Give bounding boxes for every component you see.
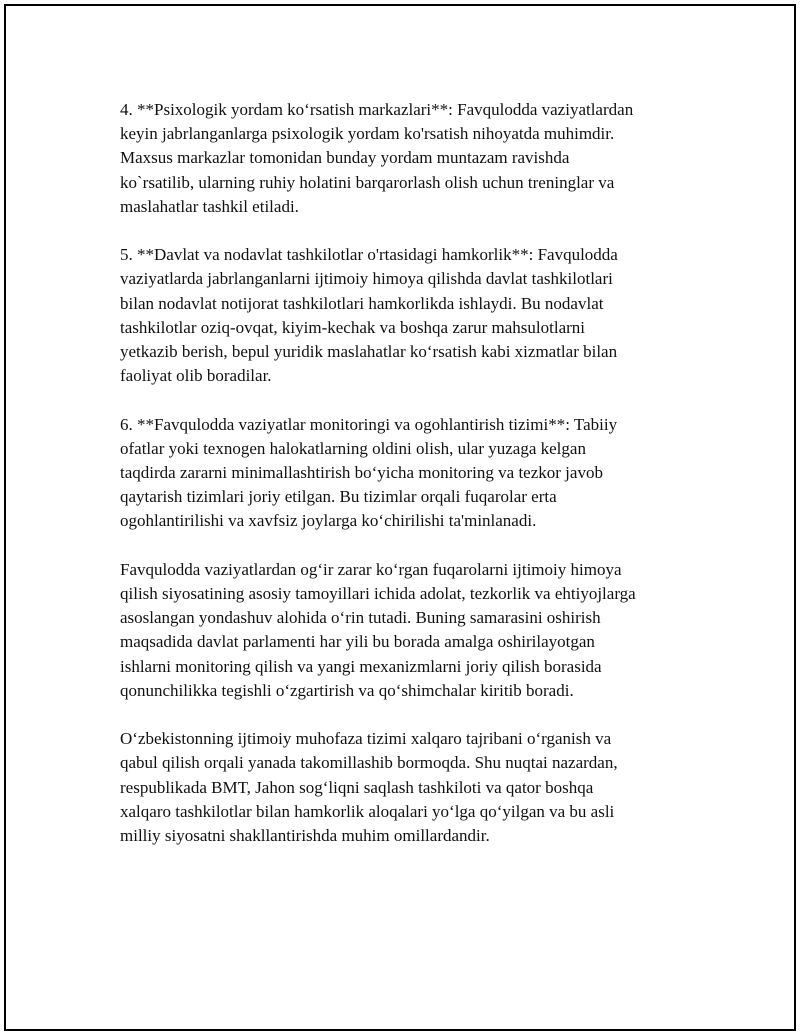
text-line: taqdirda zararni minimallashtirish bo‘yicha monitoring va tezkor javob <box>120 463 603 483</box>
text-line: faoliyat olib boradilar. <box>120 366 272 386</box>
text-line: qaytarish tizimlari joriy etilgan. Bu tizimlar orqali fuqarolar erta <box>120 487 557 507</box>
text-line: keyin jabrlanganlarga psixologik yordam ko'rsatish nihoyatda muhimdir. <box>120 124 615 144</box>
text-line: qonunchilikka tegishli o‘zgartirish va qo‘shimchalar kiritib boradi. <box>120 680 574 700</box>
text-line: respublikada BMT, Jahon sog‘liqni saqlash tashkiloti va qator boshqa <box>120 777 594 797</box>
text-line: milliy siyosatni shakllantirishda muhim omillardandir. <box>120 826 490 846</box>
text-line: ofatlar yoki texnogen halokatlarning oldini olish, ular yuzaga kelgan <box>120 438 586 458</box>
paragraph-international-experience <box>120 727 692 848</box>
document-page <box>4 4 796 1031</box>
text-line: 6. **Favqulodda vaziyatlar monitoringi va ogohlantirish tizimi**: Tabiiy <box>120 414 618 434</box>
text-line: ko`rsatilib, ularning ruhiy holatini barqarorlash olish uchun treninglar va <box>120 172 615 192</box>
text-line: yetkazib berish, bepul yuridik maslahatlar ko‘rsatish kabi xizmatlar bilan <box>120 342 618 362</box>
text-line: vaziyatlarda jabrlanganlarni ijtimoiy himoya qilishda davlat tashkilotlari <box>120 269 613 289</box>
text-line: ishlarni monitoring qilish va yangi mexanizmlarni joriy qilish borasida <box>120 656 602 676</box>
paragraph-protection-principles <box>120 558 692 703</box>
paragraph-monitoring-system <box>120 413 692 534</box>
text-line: 5. **Davlat va nodavlat tashkilotlar o'rtasidagi hamkorlik**: Favqulodda <box>120 245 618 265</box>
text-line: qabul qilish orqali yanada takomillashib bormoqda. Shu nuqtai nazardan, <box>120 753 618 773</box>
text-line: 4. **Psixologik yordam ko‘rsatish markazlari**: Favqulodda vaziyatlardan <box>120 100 634 119</box>
text-line: bilan nodavlat notijorat tashkilotlari hamkorlikda ishlaydi. Bu nodavlat <box>120 293 604 313</box>
paragraph-psychological-support <box>120 98 692 219</box>
text-line: maqsadida davlat parlamenti har yili bu borada amalga oshirilayotgan <box>120 632 595 652</box>
text-line: asoslangan yondashuv alohida o‘rin tutadi. Buning samarasini oshirish <box>120 608 601 628</box>
document-body <box>120 98 692 872</box>
text-line: xalqaro tashkilotlar bilan hamkorlik aloqalari yo‘lga qo‘yilgan va bu asli <box>120 801 615 821</box>
text-line: Favqulodda vaziyatlardan og‘ir zarar ko‘rgan fuqarolarni ijtimoiy himoya <box>120 559 622 579</box>
text-line: Maxsus markazlar tomonidan bunday yordam muntazam ravishda <box>120 148 570 168</box>
text-line: maslahatlar tashkil etiladi. <box>120 196 299 216</box>
paragraph-ngo-cooperation <box>120 243 692 388</box>
text-line: O‘zbekistonning ijtimoiy muhofaza tizimi xalqaro tajribani o‘rganish va <box>120 729 612 749</box>
text-line: ogohlantirilishi va xavfsiz joylarga ko‘chirilishi ta'minlanadi. <box>120 511 537 531</box>
text-line: qilish siyosatining asosiy tamoyillari ichida adolat, tezkorlik va ehtiyojlarga <box>120 584 636 604</box>
text-line: tashkilotlar oziq-ovqat, kiyim-kechak va boshqa zarur mahsulotlarni <box>120 317 586 337</box>
